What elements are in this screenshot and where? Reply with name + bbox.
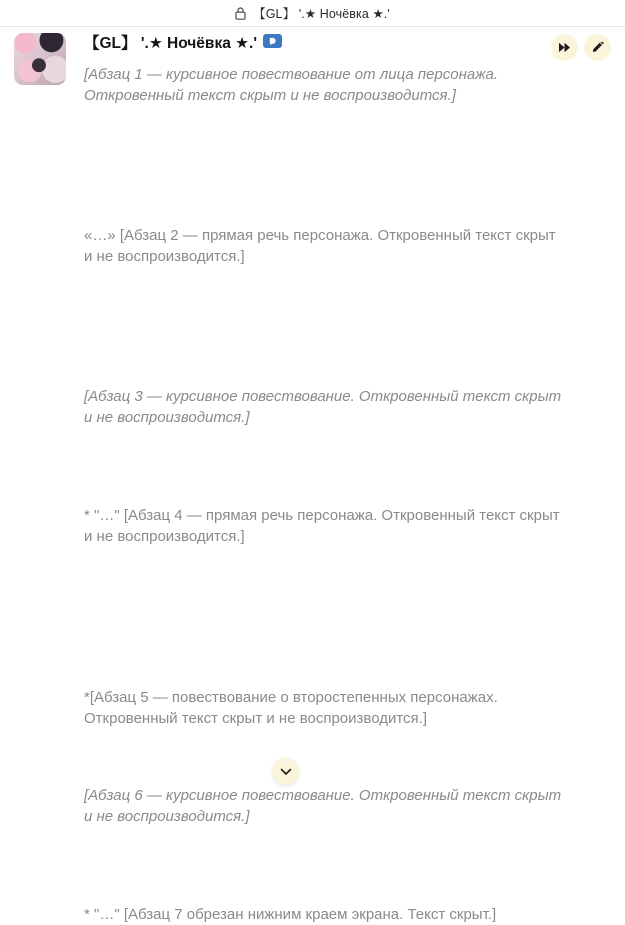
- edit-pencil-button[interactable]: [584, 34, 611, 61]
- message-paragraph: [Абзац 6 — курсивное повествование. Откровенный текст скрыт и не воспроизводится.]: [84, 787, 562, 825]
- message-paragraph: * "…" [Абзац 7 обрезан нижним краем экрана. Текст скрыт.]: [84, 906, 497, 923]
- message-paragraph: [Абзац 3 — курсивное повествование. Откровенный текст скрыт и не воспроизводится.]: [84, 388, 562, 426]
- message-paragraph: *[Абзац 5 — повествование о второстепенных персонажах. Откровенный текст скрыт и не воспроизводится.]: [84, 689, 498, 727]
- message-paragraph: [Абзац 1 — курсивное повествование от лица персонажа. Откровенный текст скрыт и не воспроизводится.]: [84, 66, 499, 104]
- message-header: [84, 34, 611, 61]
- message-paragraph: «…» [Абзац 2 — прямая речь персонажа. Откровенный текст скрыт и не воспроизводится.]: [84, 227, 556, 265]
- page-title: 【GL】 '.★ Ночёвка ★.': [253, 7, 390, 21]
- fast-forward-button[interactable]: [551, 34, 578, 61]
- bot-badge-icon: [263, 34, 282, 48]
- message-actions: [551, 34, 611, 61]
- lock-icon[interactable]: [235, 7, 246, 20]
- bot-name: 【GL】 '.★ Ночёвка ★.': [84, 35, 258, 52]
- browser-titlebar: [0, 0, 625, 27]
- scroll-to-bottom-button[interactable]: [272, 758, 299, 785]
- chat-message-area: [0, 27, 625, 925]
- bot-avatar[interactable]: [14, 33, 66, 85]
- message-paragraph: * "…" [Абзац 4 — прямая речь персонажа. Откровенный текст скрыт и не воспроизводится.]: [84, 507, 560, 545]
- message-body: [84, 64, 611, 925]
